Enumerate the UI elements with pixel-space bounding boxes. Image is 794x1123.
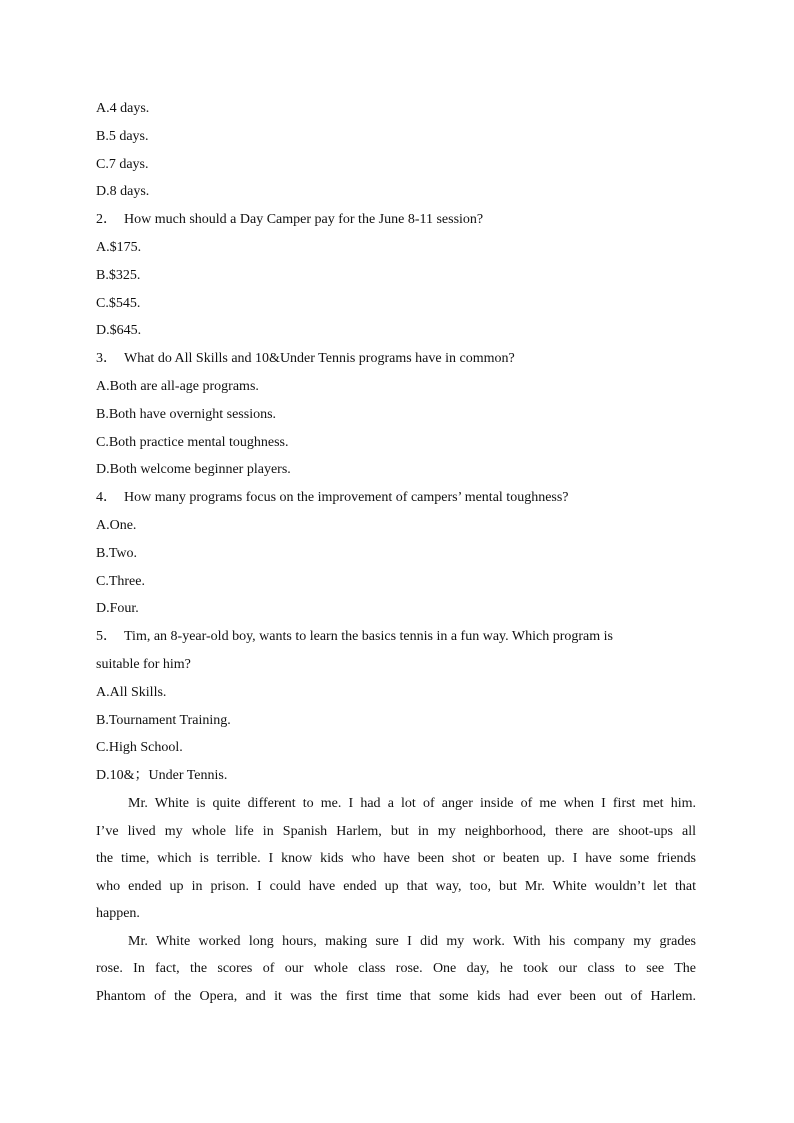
option: B.5 days. <box>96 128 149 144</box>
question-stem <box>96 206 696 234</box>
option: C.Both practice mental toughness. <box>96 434 289 450</box>
question-text: How many programs focus on the improvement of campers’ mental toughness? <box>124 490 569 506</box>
question-1-options <box>96 95 696 206</box>
passage-paragraph-1 <box>96 790 696 928</box>
paragraph-line: I’ve lived my whole life in Spanish Harlem, but in my neighborhood, there are shoot-ups all <box>96 823 696 839</box>
option: B.Both have overnight sessions. <box>96 406 277 422</box>
question-number: 5． <box>96 629 117 645</box>
passage-paragraph-2 <box>96 928 696 1011</box>
paragraph-line: the time, which is terrible. I know kids who have been shot or beaten up. I have some friends <box>96 851 696 867</box>
question-text-continued: suitable for him? <box>96 656 191 672</box>
question-number: 3． <box>96 351 117 367</box>
paragraph-line: Mr. White worked long hours, making sure I did my work. With his company my grades <box>128 933 696 949</box>
exam-content <box>96 95 696 1011</box>
option: D.10&；Under Tennis. <box>96 768 228 784</box>
option: D.Both welcome beginner players. <box>96 462 291 478</box>
question-text: Tim, an 8-year-old boy, wants to learn the basics tennis in a fun way. Which program is <box>124 629 613 645</box>
option: C.Three. <box>96 573 145 589</box>
question-5 <box>96 623 696 790</box>
option: B.Tournament Training. <box>96 712 231 728</box>
option: C.7 days. <box>96 156 149 172</box>
option: A.$175. <box>96 239 142 255</box>
option: C.$545. <box>96 295 141 311</box>
question-text: What do All Skills and 10&Under Tennis programs have in common? <box>124 351 515 367</box>
option: A.Both are all-age programs. <box>96 378 259 394</box>
question-4 <box>96 484 696 623</box>
paragraph-line: Phantom of the Opera, and it was the first time that some kids had ever been out of Harlem. <box>96 989 696 1005</box>
paragraph-line: Mr. White is quite different to me. I had a lot of anger inside of me when I first met him. <box>128 795 696 811</box>
question-stem <box>96 345 696 373</box>
paragraph-line: rose. In fact, the scores of our whole class rose. One day, he took our class to see The <box>96 961 696 977</box>
option: D.Four. <box>96 601 139 617</box>
question-3 <box>96 345 696 484</box>
option: C.High School. <box>96 740 183 756</box>
question-2 <box>96 206 696 345</box>
question-stem <box>96 623 696 651</box>
question-text: How much should a Day Camper pay for the June 8-11 session? <box>124 212 484 228</box>
option: D.$645. <box>96 323 142 339</box>
paragraph-line: who ended up in prison. I could have ended up that way, too, but Mr. White wouldn’t let that <box>96 878 696 894</box>
option: B.$325. <box>96 267 141 283</box>
paragraph-line: happen. <box>96 906 140 922</box>
option: A.4 days. <box>96 101 150 116</box>
option: B.Two. <box>96 545 138 561</box>
question-number: 4． <box>96 490 117 506</box>
option: A.All Skills. <box>96 684 167 700</box>
question-stem <box>96 484 696 512</box>
option: A.One. <box>96 517 137 533</box>
question-number: 2． <box>96 212 117 228</box>
option: D.8 days. <box>96 184 150 200</box>
